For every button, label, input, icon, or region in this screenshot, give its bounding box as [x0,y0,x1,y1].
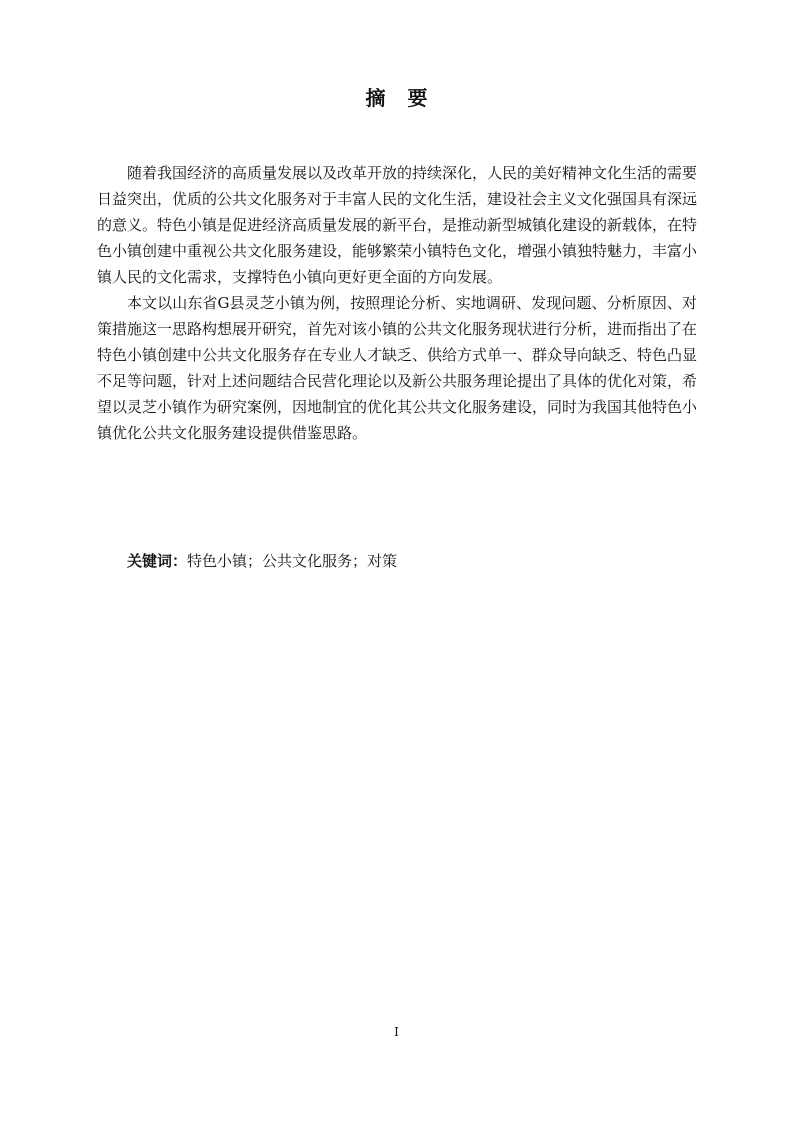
abstract-title: 摘要 [365,86,450,110]
page-number: I [394,1025,399,1039]
abstract-body [97,160,697,446]
keywords-line [127,548,397,574]
keywords-label: 关键词： [127,552,188,570]
keywords-value: 特色小镇；公共文化服务；对策 [187,552,398,570]
abstract-paragraph-2: 本文以山东省G县灵芝小镇为例，按照理论分析、实地调研、发现问题、分析原因、对策措施这一思路构想展开研究，首先对该小镇的公共文化服务现状进行分析，进而指出了在特色小镇创建中公共文化服务存在专业人才缺乏、供给方式单一、群众导向缺乏、特色凸显不足等问题，针对上述问题结合民营化理论以及新公共服务理论提出了具体的优化对策，希望以灵芝小镇作为研究案例，因地制宜的优化其公共文化服务建设，同时为我国其他特色小镇优化公共文化服务建设提供借鉴思路。 [97,294,698,442]
abstract-paragraph-1: 随着我国经济的高质量发展以及改革开放的持续深化，人民的美好精神文化生活的需要日益突出，优质的公共文化服务对于丰富人民的文化生活，建设社会主义文化强国具有深远的意义。特色小镇是促进经济高质量发展的新平台，是推动新型城镇化建设的新载体，在特色小镇创建中重视公共文化服务建设，能够繁荣小镇特色文化，增强小镇独特魅力，丰富小镇人民的文化需求，支撑特色小镇向更好更全面的方向发展。 [97,164,698,286]
